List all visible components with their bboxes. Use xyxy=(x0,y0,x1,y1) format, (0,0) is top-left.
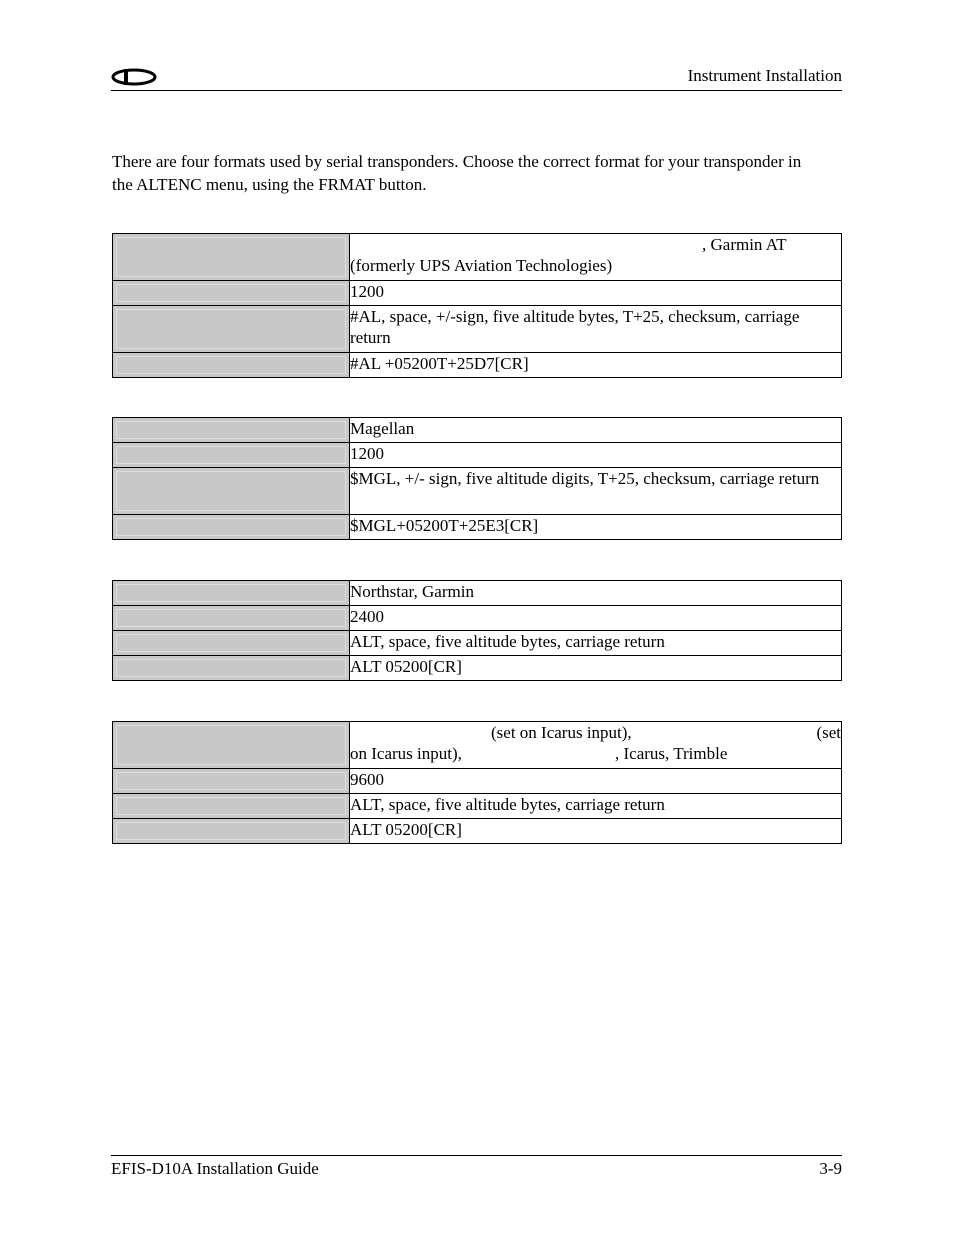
label-cell xyxy=(113,418,350,443)
manufacturers-cell xyxy=(350,722,842,769)
label-cell xyxy=(113,234,350,281)
manufacturers-line-2-part-a: on Icarus input), xyxy=(350,744,462,763)
example-cell: ALT 05200[CR] xyxy=(350,656,842,681)
label-cell xyxy=(113,443,350,468)
baud-cell: 1200 xyxy=(350,281,842,306)
baud-cell: 2400 xyxy=(350,606,842,631)
format-table-2 xyxy=(112,417,842,540)
label-cell xyxy=(113,656,350,681)
example-cell: ALT 05200[CR] xyxy=(350,819,842,844)
description-cell: #AL, space, +/-sign, five altitude bytes, T+25, checksum, carriage return xyxy=(350,306,842,353)
manufacturers-line-1-part-b: (set xyxy=(816,723,841,742)
label-cell xyxy=(113,515,350,540)
header-title: Instrument Installation xyxy=(687,66,842,85)
label-cell xyxy=(113,819,350,844)
label-cell xyxy=(113,353,350,378)
page-header xyxy=(111,62,842,91)
manufacturers-line-1: , Garmin AT xyxy=(702,235,787,254)
manufacturers-cell xyxy=(350,234,842,281)
description-cell: $MGL, +/- sign, five altitude digits, T+25, checksum, carriage return xyxy=(350,468,842,515)
manufacturers-line-2 xyxy=(350,743,841,764)
page-footer xyxy=(111,1155,842,1178)
label-cell xyxy=(113,581,350,606)
label-cell xyxy=(113,769,350,794)
dynon-logo-icon xyxy=(111,68,157,86)
label-cell xyxy=(113,631,350,656)
example-cell: #AL +05200T+25D7[CR] xyxy=(350,353,842,378)
label-cell xyxy=(113,794,350,819)
manufacturers-cell: Northstar, Garmin xyxy=(350,581,842,606)
label-cell xyxy=(113,468,350,515)
manufacturers-cell: Magellan xyxy=(350,418,842,443)
intro-paragraph: There are four formats used by serial transponders. Choose the correct format for your transponder in the ALTENC menu, using the FRMAT button. xyxy=(112,152,802,194)
format-table-3 xyxy=(112,580,842,681)
manufacturers-line-1 xyxy=(350,722,841,743)
label-cell xyxy=(113,281,350,306)
baud-cell: 9600 xyxy=(350,769,842,794)
baud-cell: 1200 xyxy=(350,443,842,468)
footer-document-title: EFIS-D10A Installation Guide xyxy=(111,1159,319,1178)
format-table-1 xyxy=(112,233,842,378)
example-cell: $MGL+05200T+25E3[CR] xyxy=(350,515,842,540)
label-cell xyxy=(113,306,350,353)
format-table-4 xyxy=(112,721,842,844)
manufacturers-line-2-part-b: , Icarus, Trimble xyxy=(615,744,728,763)
description-cell: ALT, space, five altitude bytes, carriage return xyxy=(350,794,842,819)
label-cell xyxy=(113,606,350,631)
label-cell xyxy=(113,722,350,769)
manufacturers-line-2: (formerly UPS Aviation Technologies) xyxy=(350,256,613,275)
description-cell: ALT, space, five altitude bytes, carriage return xyxy=(350,631,842,656)
manufacturers-line-1-part-a: (set on Icarus input), xyxy=(491,723,632,742)
footer-page-number: 3-9 xyxy=(819,1159,842,1178)
